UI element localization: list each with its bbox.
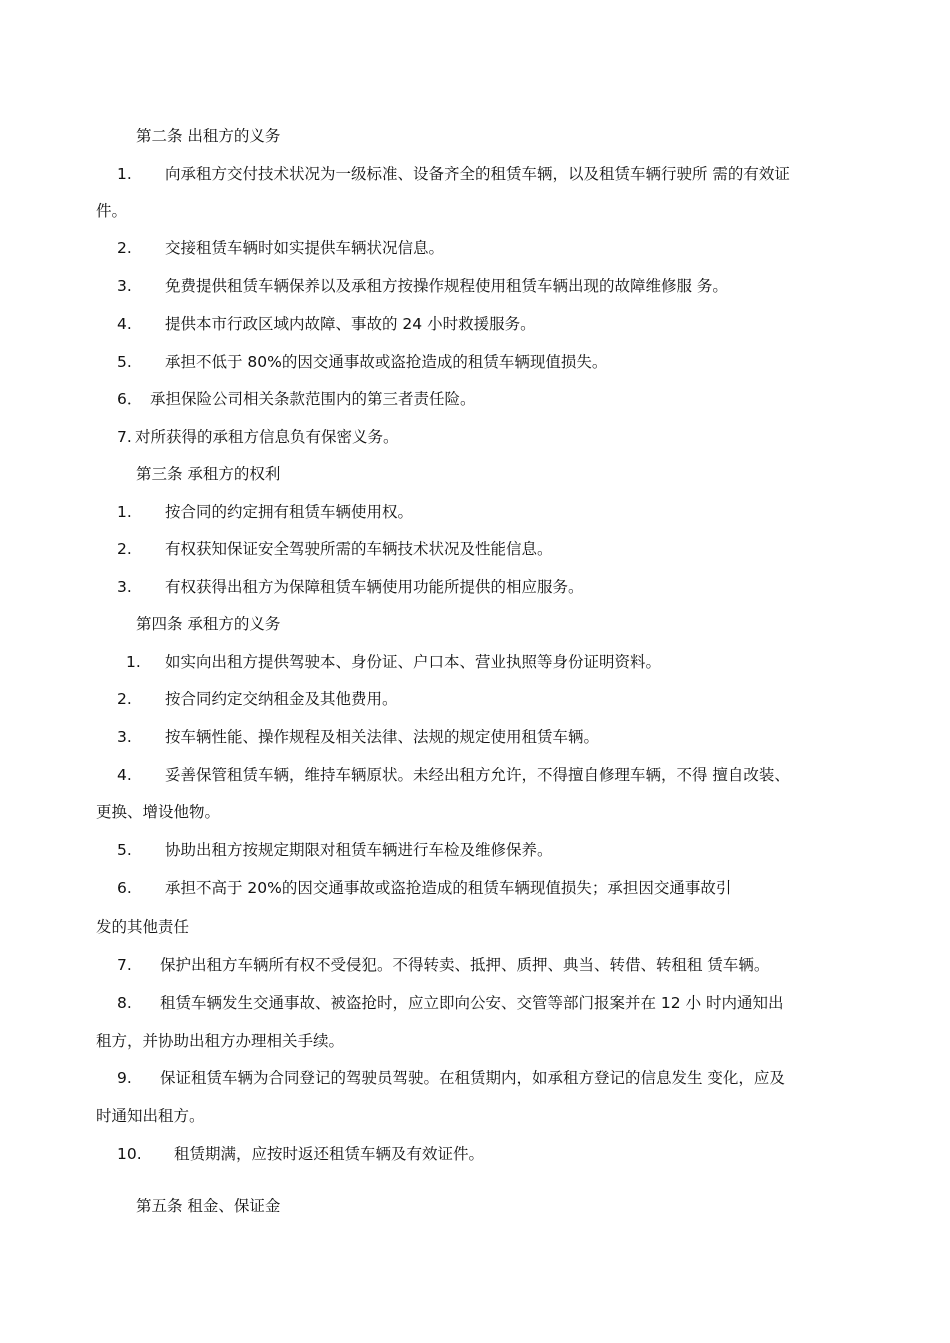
item-number: 10.	[117, 1145, 142, 1163]
item-text-continuation: 发的其他责任	[96, 918, 190, 936]
item-text: 保证租赁车辆为合同登记的驾驶员驾驶。在租赁期内，如承租方登记的信息发生 变化，应及	[160, 1069, 785, 1087]
item-text: 按合同的约定拥有租赁车辆使用权。	[165, 503, 414, 521]
item-number: 9.	[117, 1069, 132, 1087]
item-text: 有权获知保证安全驾驶所需的车辆技术状况及性能信息。	[165, 540, 553, 558]
item-number: 5.	[117, 353, 132, 371]
item-number: 2.	[117, 690, 132, 708]
item-text: 免费提供租赁车辆保养以及承租方按操作规程使用租赁车辆出现的故障维修服 务。	[165, 277, 728, 295]
item-number: 1.	[117, 165, 132, 183]
item-text: 承担不高于 20%的因交通事故或盗抢造成的租赁车辆现值损失；承担因交通事故引	[165, 879, 732, 897]
item-text-continuation: 时通知出租方。	[96, 1107, 205, 1125]
item-text: 提供本市行政区域内故障、事故的 24 小时救援服务。	[165, 315, 536, 333]
item-text: 租赁车辆发生交通事故、被盗抢时，应立即向公安、交管等部门报案并在 12 小 时内通知出	[160, 994, 784, 1012]
item-text: 妥善保管租赁车辆，维持车辆原状。未经出租方允许，不得擅自修理车辆，不得 擅自改装、	[165, 766, 790, 784]
item-text: 承担不低于 80%的因交通事故或盗抢造成的租赁车辆现值损失。	[165, 353, 608, 371]
item-text: 如实向出租方提供驾驶本、身份证、户口本、营业执照等身份证明资料。	[165, 653, 662, 671]
item-text: 向承租方交付技术状况为一级标准、设备齐全的租赁车辆，以及租赁车辆行驶所 需的有效证	[165, 165, 790, 183]
item-text: 保护出租方车辆所有权不受侵犯。不得转卖、抵押、质押、典当、转借、转租租 赁车辆。	[160, 956, 770, 974]
item-number: 3.	[117, 578, 132, 596]
item-number: 4.	[117, 766, 132, 784]
item-text: 交接租赁车辆时如实提供车辆状况信息。	[165, 239, 445, 257]
item-number: 5.	[117, 841, 132, 859]
item-number: 7.	[117, 428, 132, 446]
item-number: 2.	[117, 239, 132, 257]
item-text: 承担保险公司相关条款范围内的第三者责任险。	[150, 390, 476, 408]
item-number: 3.	[117, 277, 132, 295]
item-number: 4.	[117, 315, 132, 333]
item-text: 按车辆性能、操作规程及相关法律、法规的规定使用租赁车辆。	[165, 728, 600, 746]
item-text: 按合同约定交纳租金及其他费用。	[165, 690, 398, 708]
section-heading-3: 第三条 承租方的权利	[136, 465, 281, 483]
section-heading-2: 第二条 出租方的义务	[136, 127, 281, 145]
item-number: 1.	[126, 653, 141, 671]
item-number: 6．	[117, 390, 143, 408]
item-text: 有权获得出租方为保障租赁车辆使用功能所提供的相应服务。	[165, 578, 584, 596]
item-text-continuation: 更换、增设他物。	[96, 803, 221, 821]
item-text: 协助出租方按规定期限对租赁车辆进行车检及维修保养。	[165, 841, 553, 859]
item-number: 8.	[117, 994, 132, 1012]
section-heading-4: 第四条 承租方的义务	[136, 615, 281, 633]
item-number: 7.	[117, 956, 132, 974]
item-number: 2.	[117, 540, 132, 558]
item-text-continuation: 租方，并协助出租方办理相关手续。	[96, 1032, 345, 1050]
item-number: 3.	[117, 728, 132, 746]
item-number: 1.	[117, 503, 132, 521]
section-heading-5: 第五条 租金、保证金	[136, 1197, 281, 1215]
item-number: 6.	[117, 879, 132, 897]
item-text: 对所获得的承租方信息负有保密义务。	[135, 428, 399, 446]
item-text: 租赁期满，应按时返还租赁车辆及有效证件。	[174, 1145, 485, 1163]
item-text-continuation: 件。	[96, 202, 128, 220]
